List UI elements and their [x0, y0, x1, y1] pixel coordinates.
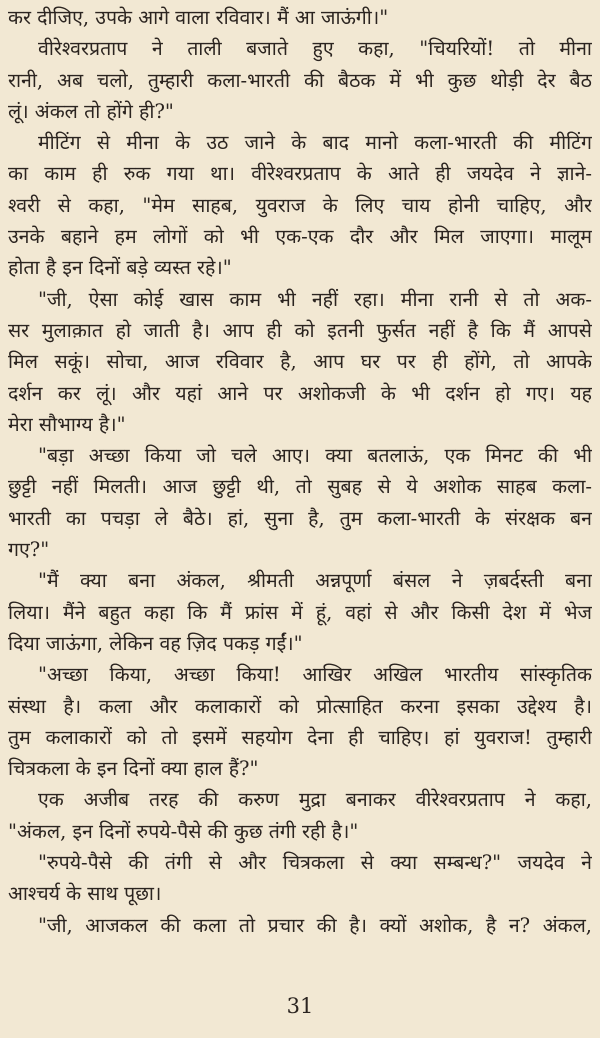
text-line: वीरेश्वरप्रताप ने ताली बजाते हुए कहा, "चियरियों! तो मीना	[38, 37, 592, 61]
text-line: "मैं क्या बना अंकल, श्रीमती अन्नपूर्णा बंसल ने ज़बर्दस्ती बना	[38, 569, 592, 593]
paragraph	[8, 847, 592, 910]
paragraph	[8, 659, 592, 784]
text-line: लूं। अंकल तो होंगे ही?"	[8, 99, 174, 123]
text-line: दिया जाऊंगा, लेकिन वह ज़िद पकड़ गईं।"	[8, 631, 303, 655]
text-line: "अंकल, इन दिनों रुपये-पैसे की कुछ तंगी रही है।"	[8, 819, 359, 843]
text-line: का काम ही रुक गया था। वीरेश्वरप्रताप के आते ही जयदेव ने ज्ञाने-	[8, 162, 592, 186]
text-line: सर मुलाक़ात हो जाती है। आप ही को इतनी फुर्सत नहीं है कि मैं आपसे	[8, 318, 592, 342]
text-line: तुम कलाकारों को तो इसमें सहयोग देना ही चाहिए। हां युवराज! तुम्हारी	[8, 725, 592, 749]
text-line: कर दीजिए, उपके आगे वाला रविवार। मैं आ जाऊंगी।"	[8, 6, 389, 29]
paragraph	[8, 910, 592, 941]
text-line: "जी, आजकल की कला तो प्रचार की है। क्यों अशोक, है न? अंकल,	[38, 913, 592, 937]
paragraph	[8, 284, 592, 440]
text-line: उनके बहाने हम लोगों को भी एक-एक दौर और मिल जाएगा। मालूम	[8, 225, 592, 249]
text-line: भारती का पचड़ा ले बैठे। हां, सुना है, तुम कला-भारती के संरक्षक बन	[8, 506, 592, 530]
book-page-text	[8, 2, 592, 941]
paragraph	[8, 565, 592, 659]
text-line: दर्शन कर लूं। और यहां आने पर अशोकजी के भी दर्शन हो गए। यह	[8, 381, 592, 405]
paragraph	[8, 440, 592, 565]
text-line: "अच्छा किया, अच्छा किया! आखिर अखिल भारतीय सांस्कृतिक	[38, 663, 592, 687]
text-line: मेरा सौभाग्य है।"	[8, 412, 126, 436]
page-number: 31	[286, 994, 314, 1018]
paragraph	[8, 2, 592, 33]
text-line: मीटिंग से मीना के उठ जाने के बाद मानो कला-भारती की मीटिंग	[38, 131, 592, 155]
text-line: मिल सकूं। सोचा, आज रविवार है, आप घर पर ही होंगे, तो आपके	[8, 350, 592, 374]
text-line: "जी, ऐसा कोई खास काम भी नहीं रहा। मीना रानी से तो अक-	[38, 287, 592, 311]
text-line: आश्चर्य के साथ पूछा।	[8, 882, 162, 906]
text-line: संस्था है। कला और कलाकारों को प्रोत्साहित करना इसका उद्देश्य है।	[8, 694, 592, 718]
text-line: छुट्टी नहीं मिलती। आज छुट्टी थी, तो सुबह से ये अशोक साहब कला-	[8, 475, 592, 499]
text-line: लिया। मैंने बहुत कहा कि मैं फ्रांस में हूं, वहां से और किसी देश में भेज	[8, 600, 592, 624]
paragraph	[8, 127, 592, 283]
text-line: "बड़ा अच्छा किया जो चले आए। क्या बतलाऊं, एक मिनट की भी	[38, 444, 592, 468]
paragraph	[8, 33, 592, 127]
text-line: एक अजीब तरह की करुण मुद्रा बनाकर वीरेश्वरप्रताप ने कहा,	[38, 788, 592, 812]
text-line: होता है इन दिनों बड़े व्यस्त रहे।"	[8, 256, 232, 280]
text-line: रानी, अब चलो, तुम्हारी कला-भारती की बैठक में भी कुछ थोड़ी देर बैठ	[8, 68, 592, 92]
paragraph	[8, 784, 592, 847]
text-line: "रुपये-पैसे की तंगी से और चित्रकला से क्या सम्बन्ध?" जयदेव ने	[38, 851, 592, 875]
text-line: गए?"	[8, 538, 50, 562]
text-line: चित्रकला के इन दिनों क्या हाल हैं?"	[8, 757, 259, 781]
text-line: श्वरी से कहा, "मेम साहब, युवराज के लिए चाय होनी चाहिए, और	[8, 193, 592, 217]
